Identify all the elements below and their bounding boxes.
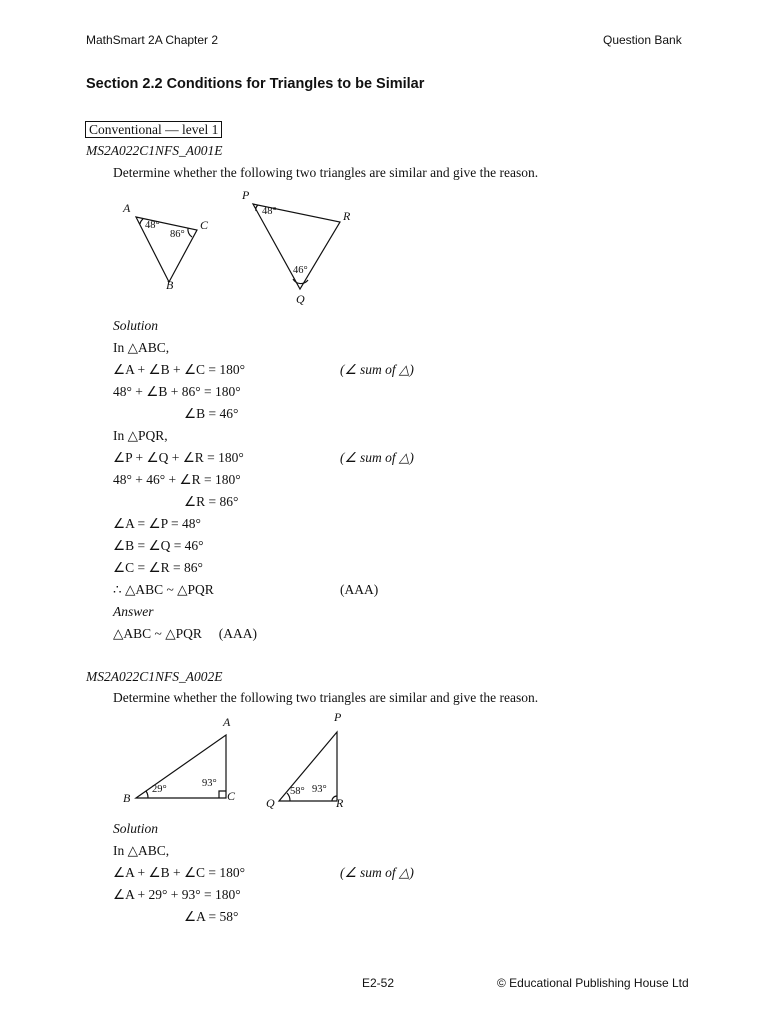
solution-line: ∠A + ∠B + ∠C = 180°: [113, 362, 246, 377]
label-q: Q: [296, 292, 305, 306]
label-b: B: [166, 278, 174, 292]
solution-line: ∠B = ∠Q = 46°: [113, 538, 204, 553]
solution-line: In △PQR,: [113, 428, 168, 443]
angle-r-value: 93°: [312, 784, 327, 795]
angle-q-value: 46°: [293, 265, 308, 276]
question-1-answer-label: Answer: [113, 604, 154, 619]
solution-reason: (AAA): [340, 582, 379, 597]
label-b: B: [123, 791, 131, 805]
question-1-figure: [100, 185, 390, 310]
angle-q-value: 58°: [290, 786, 305, 797]
solution-reason: (∠ sum of △): [340, 362, 414, 377]
label-q: Q: [266, 796, 275, 810]
page-number: E2-52: [362, 976, 395, 990]
question-1-prompt: Determine whether the following two triangles are similar and give the reason.: [113, 165, 539, 180]
label-p: P: [334, 710, 342, 724]
label-r: R: [336, 796, 344, 810]
question-2-id: MS2A022C1NFS_A002E: [86, 669, 223, 684]
solution-line: 48° + 46° + ∠R = 180°: [113, 472, 241, 487]
section-title: Section 2.2 Conditions for Triangles to be Similar: [86, 76, 425, 92]
solution-line: ∠B = 46°: [184, 406, 239, 421]
angle-c-value: 93°: [202, 778, 217, 789]
question-2-figure: [110, 708, 360, 813]
header-right: Question Bank: [603, 33, 682, 47]
level-label: Conventional — level 1: [85, 121, 222, 138]
solution-line: In △ABC,: [113, 843, 170, 858]
label-a: A: [223, 715, 231, 729]
question-2-solution-label: Solution: [113, 821, 159, 836]
angle-c-value: 86°: [170, 229, 185, 240]
solution-line: ∠A + 29° + 93° = 180°: [113, 887, 241, 902]
solution-line: ∠R = 86°: [184, 494, 239, 509]
solution-line: ∠A = ∠P = 48°: [113, 516, 201, 531]
angle-a-value: 48°: [145, 220, 160, 231]
solution-line: In △ABC,: [113, 340, 170, 355]
solution-reason: (∠ sum of △): [340, 865, 414, 880]
solution-line: 48° + ∠B + 86° = 180°: [113, 384, 241, 399]
question-1-solution-label: Solution: [113, 318, 159, 333]
label-a: A: [123, 201, 131, 215]
copyright: © Educational Publishing House Ltd: [497, 976, 689, 990]
solution-line: ∠A + ∠B + ∠C = 180°: [113, 865, 246, 880]
solution-reason: (∠ sum of △): [340, 450, 414, 465]
header-left: MathSmart 2A Chapter 2: [86, 33, 219, 47]
triangle-pqr-2: [279, 732, 337, 801]
label-c: C: [227, 789, 236, 803]
solution-line: ∠C = ∠R = 86°: [113, 560, 203, 575]
question-1-answer: △ABC ~ △PQR (AAA): [113, 626, 257, 641]
question-1-id: MS2A022C1NFS_A001E: [86, 143, 223, 158]
solution-line: ∠A = 58°: [184, 909, 239, 924]
label-r: R: [343, 209, 351, 223]
question-2-prompt: Determine whether the following two triangles are similar and give the reason.: [113, 690, 539, 705]
solution-line: ∠P + ∠Q + ∠R = 180°: [113, 450, 244, 465]
solution-line: ∴ △ABC ~ △PQR: [113, 582, 214, 597]
label-p: P: [242, 188, 250, 202]
angle-p-value: 48°: [262, 206, 277, 217]
angle-b-value: 29°: [152, 784, 167, 795]
label-c: C: [200, 218, 209, 232]
